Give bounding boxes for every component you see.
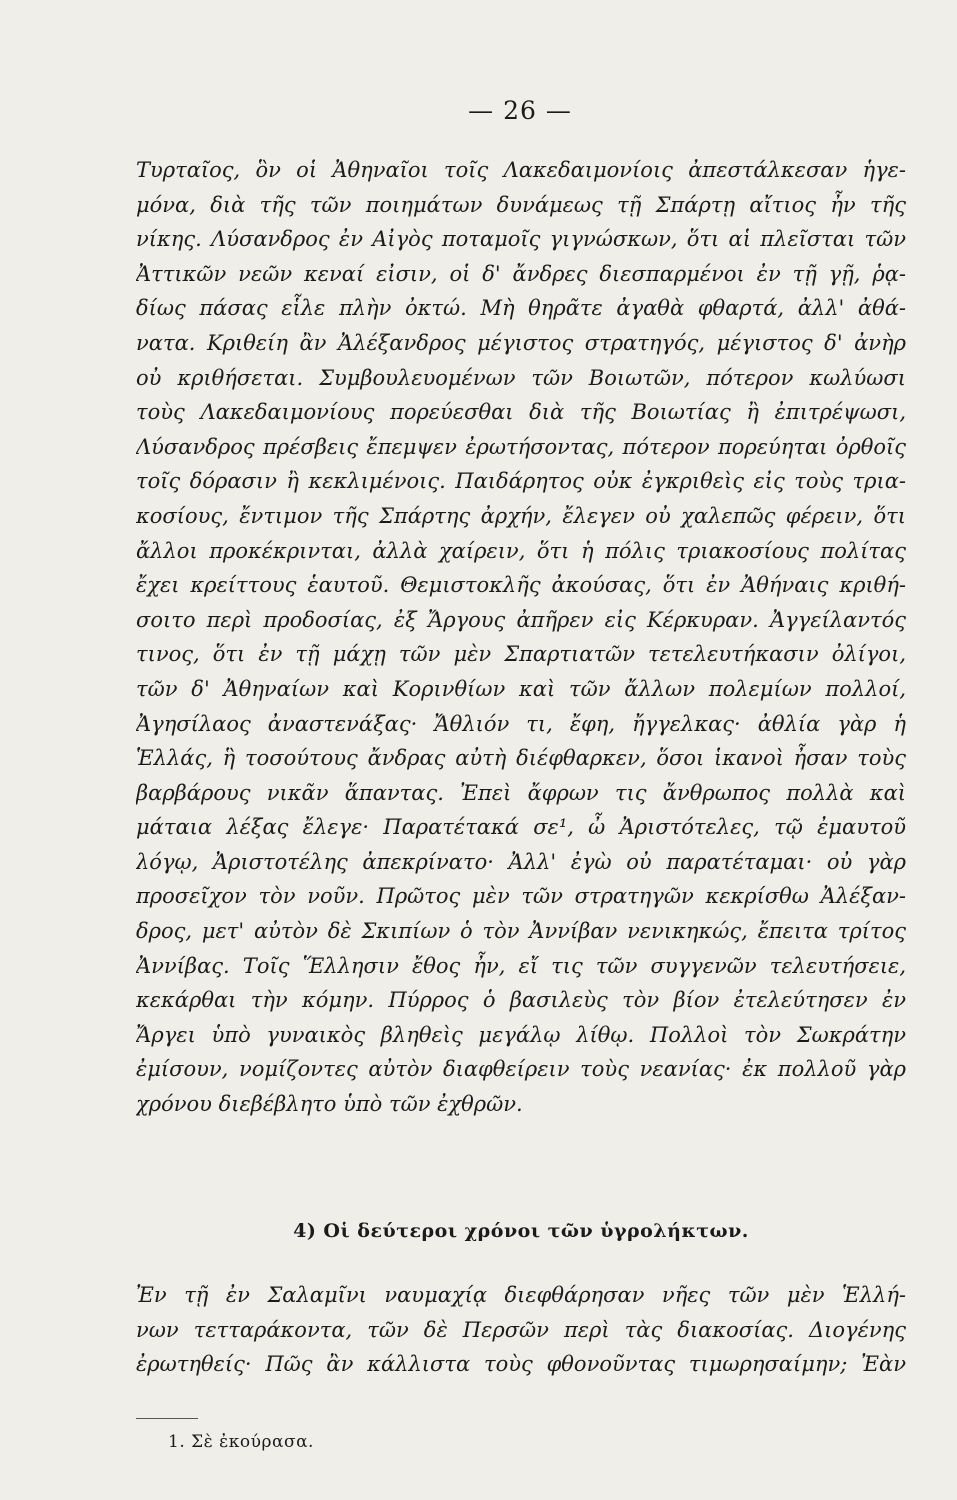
text-line: Ἀννίβας. Τοῖς Ἕλλησιν ἔθος ἦν, εἴ τις τῶν συγγενῶν τελευτήσειε, [136, 953, 906, 978]
text-line: προσεῖχον τὸν νοῦν. Πρῶτος μὲν τῶν στρατηγῶν κεκρίσθω Ἀλέξαν- [136, 884, 906, 909]
text-line: νατα. Κριθείη ἂν Ἀλέξανδρος μέγιστος στρατηγός, μέγιστος δ' ἀνὴρ [136, 330, 906, 355]
text-line: ἔχει κρείττους ἑαυτοῦ. Θεμιστοκλῆς ἀκούσας, ὅτι ἐν Ἀθήναις κριθή- [136, 573, 906, 598]
text-line: κοσίους, ἔντιμον τῆς Σπάρτης ἀρχήν, ἔλεγεν οὐ χαλεπῶς φέρειν, ὅτι [136, 503, 906, 528]
text-line: ἐμίσουν, νομίζοντες αὐτὸν διαφθείρειν τοὺς νεανίας· ἐκ πολλοῦ γὰρ [136, 1057, 906, 1082]
text-line: Τυρταῖος, ὃν οἱ Ἀθηναῖοι τοῖς Λακεδαιμονίοις ἀπεστάλκεσαν ἡγε- [136, 158, 906, 182]
body-text [136, 153, 906, 1122]
text-line: βαρβάρους νικᾶν ἅπαντας. Ἐπεὶ ἄφρων τις ἄνθρωπος πολλὰ καὶ [136, 780, 906, 805]
text-line: Ἀγησίλαος ἀναστενάξας· Ἄθλιόν τι, ἔφη, ἤγγελκας· ἀθλία γὰρ ἡ [136, 711, 906, 736]
text-line: λόγῳ, Ἀριστοτέλης ἀπεκρίνατο· Ἀλλ' ἐγὼ οὐ παρατέταμαι· οὐ γὰρ [136, 849, 906, 874]
text-line: ἐρωτηθείς· Πῶς ἂν κάλλιστα τοὺς φθονοῦντας τιμωρησαίμην; Ἐὰν [136, 1352, 906, 1377]
text-line: νίκης. Λύσανδρος ἐν Αἰγὸς ποταμοῖς γιγνώσκων, ὅτι αἱ πλεῖσται τῶν [136, 227, 906, 252]
text-line: τοῖς δόρασιν ἢ κεκλιμένοις. Παιδάρητος οὐκ ἐγκριθεὶς εἰς τοὺς τρια- [136, 469, 906, 494]
text-line: Ἐν τῇ ἐν Σαλαμῖνι ναυμαχίᾳ διεφθάρησαν νῆες τῶν μὲν Ἑλλή- [136, 1283, 906, 1307]
text-line: ἄλλοι προκέκρινται, ἀλλὰ χαίρειν, ὅτι ἡ πόλις τριακοσίους πολίτας [136, 538, 906, 563]
text-line: Ἀττικῶν νεῶν κεναί εἰσιν, οἱ δ' ἄνδρες διεσπαρμένοι ἐν τῇ γῇ, ῥᾳ- [136, 261, 906, 286]
section-text [136, 1278, 906, 1382]
text-line: χρόνου διεβέβλητο ὑπὸ τῶν ἐχθρῶν. [136, 1092, 523, 1117]
text-line: δρος, μετ' αὐτὸν δὲ Σκιπίων ὁ τὸν Ἀννίβαν νενικηκώς, ἔπειτα τρίτος [136, 919, 906, 944]
text-line: κεκάρθαι τὴν κόμην. Πύρρος ὁ βασιλεὺς τὸν βίον ἐτελεύτησεν ἐν [136, 988, 906, 1013]
text-line: Ἄργει ὑπὸ γυναικὸς βληθεὶς μεγάλῳ λίθῳ. Πολλοὶ τὸν Σωκράτην [136, 1022, 906, 1047]
text-line: τοὺς Λακεδαιμονίους πορεύεσθαι διὰ τῆς Βοιωτίας ἢ ἐπιτρέψωσι, [136, 400, 906, 425]
text-line: Λύσανδρος πρέσβεις ἔπεμψεν ἐρωτήσοντας, πότερον πορεύηται ὀρθοῖς [136, 434, 906, 459]
text-line: μάταια λέξας ἔλεγε· Παρατέτακά σε¹, ὦ Ἀριστότελες, τῷ ἐμαυτοῦ [136, 815, 906, 840]
text-line: Ἑλλάς, ἣ τοσούτους ἄνδρας αὐτὴ διέφθαρκεν, ὅσοι ἱκανοὶ ἦσαν τοὺς [136, 746, 906, 771]
footnote-divider [136, 1418, 198, 1419]
text-line: σοιτο περὶ προδοσίας, ἐξ Ἄργους ἀπῆρεν εἰς Κέρκυραν. Ἀγγείλαντός [136, 607, 906, 632]
footnote: 1. Σὲ ἐκούρασα. [168, 1432, 314, 1452]
text-line: τῶν δ' Ἀθηναίων καὶ Κορινθίων καὶ τῶν ἄλλων πολεμίων πολλοί, [136, 676, 906, 701]
text-line: μόνα, διὰ τῆς τῶν ποιημάτων δυνάμεως τῇ Σπάρτῃ αἴτιος ἦν τῆς [136, 192, 906, 217]
text-line: νων τετταράκοντα, τῶν δὲ Περσῶν περὶ τὰς διακοσίας. Διογένης [136, 1317, 906, 1342]
text-line: οὐ κριθήσεται. Συμβουλευομένων τῶν Βοιωτῶν, πότερον κωλύωσι [136, 365, 906, 390]
section-heading: 4) Οἱ δεύτεροι χρόνοι τῶν ὑγρολήκτων. [293, 1220, 749, 1242]
page-number: — 26 — [468, 96, 572, 125]
text-line: τινος, ὅτι ἐν τῇ μάχῃ τῶν μὲν Σπαρτιατῶν τετελευτήκασιν ὀλίγοι, [136, 642, 906, 667]
text-line: δίως πάσας εἷλε πλὴν ὀκτώ. Μὴ θηρᾶτε ἀγαθὰ φθαρτά, ἀλλ' ἀθά- [136, 296, 906, 321]
